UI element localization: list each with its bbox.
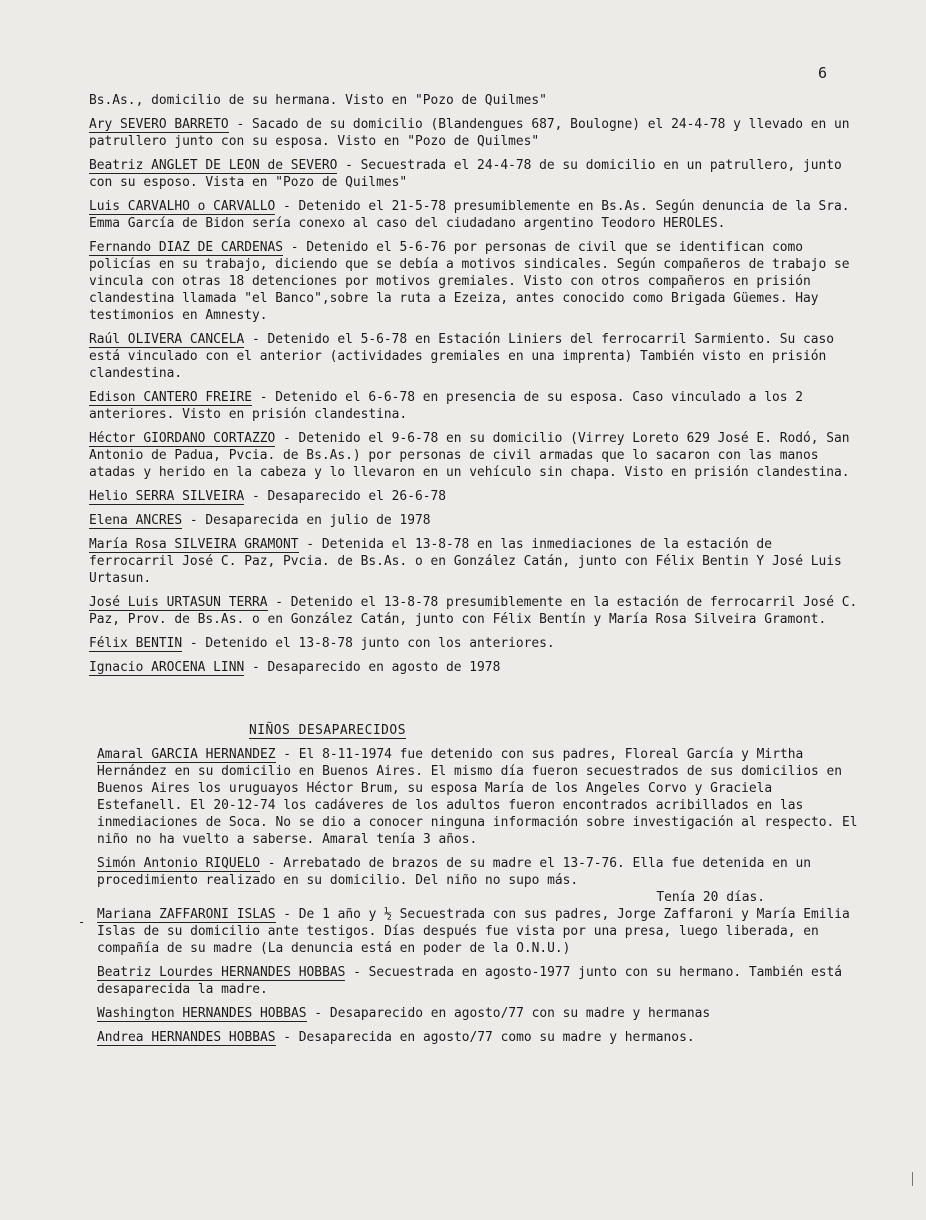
- entry-bentin: [89, 635, 861, 652]
- entry-giordano-cortazzo: [89, 430, 861, 481]
- intro-line: Bs.As., domicilio de su hermana. Visto en "Pozo de Quilmes": [89, 93, 547, 108]
- entry-text: - Detenido el 21-5-78 presumiblemente en Bs.As. Según denuncia de la Sra. Emma García de Bidon sería conexo al caso del ciudadano argentino Teodoro HEROLES.: [89, 199, 858, 231]
- person-name: Luis CARVALHO o CARVALLO: [89, 199, 276, 214]
- entry-text: - Desaparecido el 26-6-78: [244, 489, 447, 504]
- person-name: Elena ANCRES: [89, 513, 183, 528]
- section-title-text: NIÑOS DESAPARECIDOS: [249, 723, 406, 738]
- person-name: Ignacio AROCENA LINN: [89, 660, 245, 675]
- child-name: Simón Antonio RIQUELO: [97, 856, 260, 871]
- entry-text: - Desaparecida en julio de 1978: [182, 513, 431, 528]
- entry-ancres: [89, 512, 861, 529]
- document-body: [89, 92, 866, 1053]
- entry-text: - Detenido el 9-6-78 en su domicilio (Virrey Loreto 629 José E. Rodó, San Antonio de Padua, Pvcia. de Bs.As.) por personas de civil armadas que lo sacaron con las manos atadas y herido en la cabeza y lo llevaron en un vehículo sin chapa. Visto en prisión clandestina.: [89, 431, 858, 480]
- person-name: María Rosa SILVEIRA GRAMONT: [89, 537, 299, 552]
- entry-text: - Detenido el 5-6-76 por personas de civil que se identifican como policías en su trabajo, diciendo que se debía a motivos sindicales. Según compañeros de trabajo se vincula con otras 18 detenciones por motivos gremiales. Visto con otros compañeros en prisión clandestina llamada "el Banco",sobre la ruta a Ezeiza, antes conocido como Brigada Güemes. Hay testimonios en Amnesty.: [89, 240, 858, 323]
- child-text: - Desaparecido en agosto/77 con su madre y hermanas: [306, 1006, 711, 1021]
- entry-olivera-cancela: [89, 331, 861, 382]
- entry-text: - Detenido el 6-6-78 en presencia de su esposa. Caso vinculado a los 2 anteriores. Visto en prisión clandestina.: [89, 390, 811, 422]
- entry-text: - Detenido el 5-6-78 en Estación Liniers del ferrocarril Sarmiento. Su caso está vinculado con el anterior (actividades gremiales en una imprenta) También visto en prisión clandestina.: [89, 332, 842, 381]
- children-section-title: [249, 722, 861, 739]
- person-name: Fernando DIAZ DE CARDENAS: [89, 240, 284, 255]
- child-entry-zaffaroni-islas: [97, 906, 861, 957]
- person-name: Héctor GIORDANO CORTAZZO: [89, 431, 276, 446]
- entry-arocena-linn: [89, 659, 861, 676]
- entry-severo-barreto: [89, 116, 861, 150]
- riquelo-age-note: Tenía 20 días.: [656, 890, 765, 905]
- entry-anglet-de-leon: [89, 157, 861, 191]
- child-name: Mariana ZAFFARONI ISLAS: [97, 907, 276, 922]
- person-name: Beatriz ANGLET DE LEON de SEVERO: [89, 158, 338, 173]
- children-list: [97, 746, 866, 1046]
- entry-cantero-freire: [89, 389, 861, 423]
- entry-text: - Secuestrada el 24-4-78 de su domicilio en un patrullero, junto con su esposo. Vista en "Pozo de Quilmes": [89, 158, 850, 190]
- person-name: Edison CANTERO FREIRE: [89, 390, 252, 405]
- entry-text: - Detenido el 13-8-78 presumiblemente en la estación de ferrocarril José C. Paz, Prov. de Bs.As. o en González Catán, junto con Félix Bentín y María Rosa Silveira Gramont.: [89, 595, 866, 627]
- entry-carvalho: [89, 198, 861, 232]
- entry-text: - Detenido el 13-8-78 junto con los anteriores.: [182, 636, 555, 651]
- entry-text: - Detenida el 13-8-78 en las inmediaciones de la estación de ferrocarril José C. Paz, Pvcia. de Bs.As. o en González Catán, junto con Félix Bentin Y José Luis Urtasun.: [89, 537, 850, 586]
- child-text: - El 8-11-1974 fue detenido con sus padres, Floreal García y Mirtha Hernández en su domicilio en Buenos Aires. El mismo día fueron secuestrados de sus domicilios en Buenos Aires los uruguayos Héctor Brum, su esposa María de los Angeles Corvo y Graciela Estefanell. El 20-12-74 los cadáveres de los adultos fueron encontrados acribillados en las inmediaciones de Soca. No se dio a conocer ninguna información sobre investigación al respecto. El niño no ha vuelto a saberse. Amaral tenía 3 años.: [97, 747, 866, 847]
- entry-serra-silveira: [89, 488, 861, 505]
- child-entry-garcia-hernandez: [97, 746, 866, 848]
- entry-urtasun-terra: [89, 594, 866, 628]
- entry-silveira-gramont: [89, 536, 861, 587]
- margin-dash-mark: -: [78, 915, 86, 929]
- entry-text: - Sacado de su domicilio (Blandengues 687, Boulogne) el 24-4-78 y llevado en un patrullero junto con su esposa. Visto en "Pozo de Quilmes": [89, 117, 858, 149]
- child-name: Washington HERNANDES HOBBAS: [97, 1006, 307, 1021]
- child-entry-andrea-hernandes: [97, 1029, 861, 1046]
- person-name: Félix BENTIN: [89, 636, 183, 651]
- page-number: 6: [818, 64, 828, 82]
- person-name: Raúl OLIVERA CANCELA: [89, 332, 245, 347]
- entry-diaz-de-cardenas: [89, 239, 861, 324]
- person-name: Ary SEVERO BARRETO: [89, 117, 229, 132]
- child-text: - Arrebatado de brazos de su madre el 13-7-76. Ella fue detenida en un procedimiento realizado en su domicilio. Del niño no supo más.: [97, 856, 819, 888]
- child-text: - Desaparecida en agosto/77 como su madre y hermanos.: [275, 1030, 695, 1045]
- child-text: - Secuestrada en agosto-1977 junto con su hermano. También está desaparecida la madre.: [97, 965, 850, 997]
- child-entry-beatriz-hernandes: [97, 964, 861, 998]
- person-name: José Luis URTASUN TERRA: [89, 595, 268, 610]
- entry-text: - Desaparecido en agosto de 1978: [244, 660, 501, 675]
- child-name: Amaral GARCIA HERNANDEZ: [97, 747, 276, 762]
- page-edge-mark: [912, 1172, 913, 1186]
- child-name: Beatriz Lourdes HERNANDES HOBBAS: [97, 965, 346, 980]
- child-name: Andrea HERNANDES HOBBAS: [97, 1030, 276, 1045]
- child-entry-riquelo: [97, 855, 861, 889]
- person-name: Helio SERRA SILVEIRA: [89, 489, 245, 504]
- child-text: - De 1 año y ½ Secuestrada con sus padres, Jorge Zaffaroni y María Emilia Islas de su domicilio ante testigos. Días después fue vista por una presa, luego liberada, en compañía de su madre (La denuncia está en poder de la O.N.U.): [97, 907, 858, 956]
- child-entry-washington-hernandes: [97, 1005, 861, 1022]
